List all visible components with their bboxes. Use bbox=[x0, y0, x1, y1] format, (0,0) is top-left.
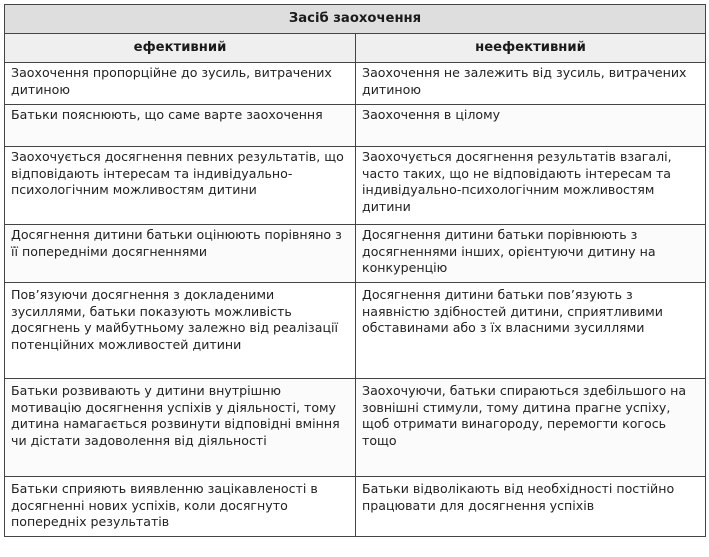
table-row bbox=[5, 477, 706, 537]
table-row bbox=[5, 225, 706, 283]
column-header-effective: ефективний bbox=[5, 34, 356, 63]
table-title: Засіб заохочення bbox=[5, 5, 706, 34]
ineffective-cell: Досягнення дитини батьки порівнюють з досягненнями інших, орієнтуючи дитину на конкуренцію bbox=[356, 225, 706, 283]
table-row bbox=[5, 105, 706, 147]
effective-cell: Батьки сприяють виявленню зацікавленості в досягненні нових успіхів, коли досягнуто попередніх результатів bbox=[5, 477, 356, 537]
document-page bbox=[4, 4, 705, 553]
ineffective-cell: Заохочуючи, батьки спираються здебільшого на зовнішні стимули, тому дитина прагне успіху, щоб отримати винагороду, перемогти когось тощо bbox=[356, 379, 706, 477]
effective-cell: Заохочення пропорційне до зусиль, витрачених дитиною bbox=[5, 63, 356, 105]
ineffective-cell: Заохочення в цілому bbox=[356, 105, 706, 147]
table-row bbox=[5, 379, 706, 477]
ineffective-cell: Заохочення не залежить від зусиль, витрачених дитиною bbox=[356, 63, 706, 105]
ineffective-cell: Батьки відволікають від необхідності постійно працювати для досягнення успіхів bbox=[356, 477, 706, 537]
table-row bbox=[5, 147, 706, 225]
table-row bbox=[5, 283, 706, 379]
column-header-ineffective: неефективний bbox=[356, 34, 706, 63]
effective-cell: Заохочується досягнення певних результатів, що відповідають інтересам та індивідуально-психологічним можливостям дитини bbox=[5, 147, 356, 225]
table-row bbox=[5, 63, 706, 105]
effective-cell: Досягнення дитини батьки оцінюють порівняно з її попередніми досягненнями bbox=[5, 225, 356, 283]
effective-cell: Батьки пояснюють, що саме варте заохочення bbox=[5, 105, 356, 147]
effective-cell: Пов’язуючи досягнення з докладеними зусиллями, батьки показують можливість досягнень у майбутньому залежно від реалізації потенційних можливостей дитини bbox=[5, 283, 356, 379]
encouragement-table bbox=[4, 4, 706, 537]
effective-cell: Батьки розвивають у дитини внутрішню мотивацію досягнення успіхів у діяльності, тому дитина намагається розвинути відповідні вміння чи дістати задоволення від діяльності bbox=[5, 379, 356, 477]
ineffective-cell: Заохочується досягнення результатів взагалі, часто таких, що не відповідають інтересам та індивідуально-психологічним можливостям дитини bbox=[356, 147, 706, 225]
ineffective-cell: Досягнення дитини батьки пов’язують з наявністю здібностей дитини, сприятливими обставинами або з їх власними зусиллями bbox=[356, 283, 706, 379]
